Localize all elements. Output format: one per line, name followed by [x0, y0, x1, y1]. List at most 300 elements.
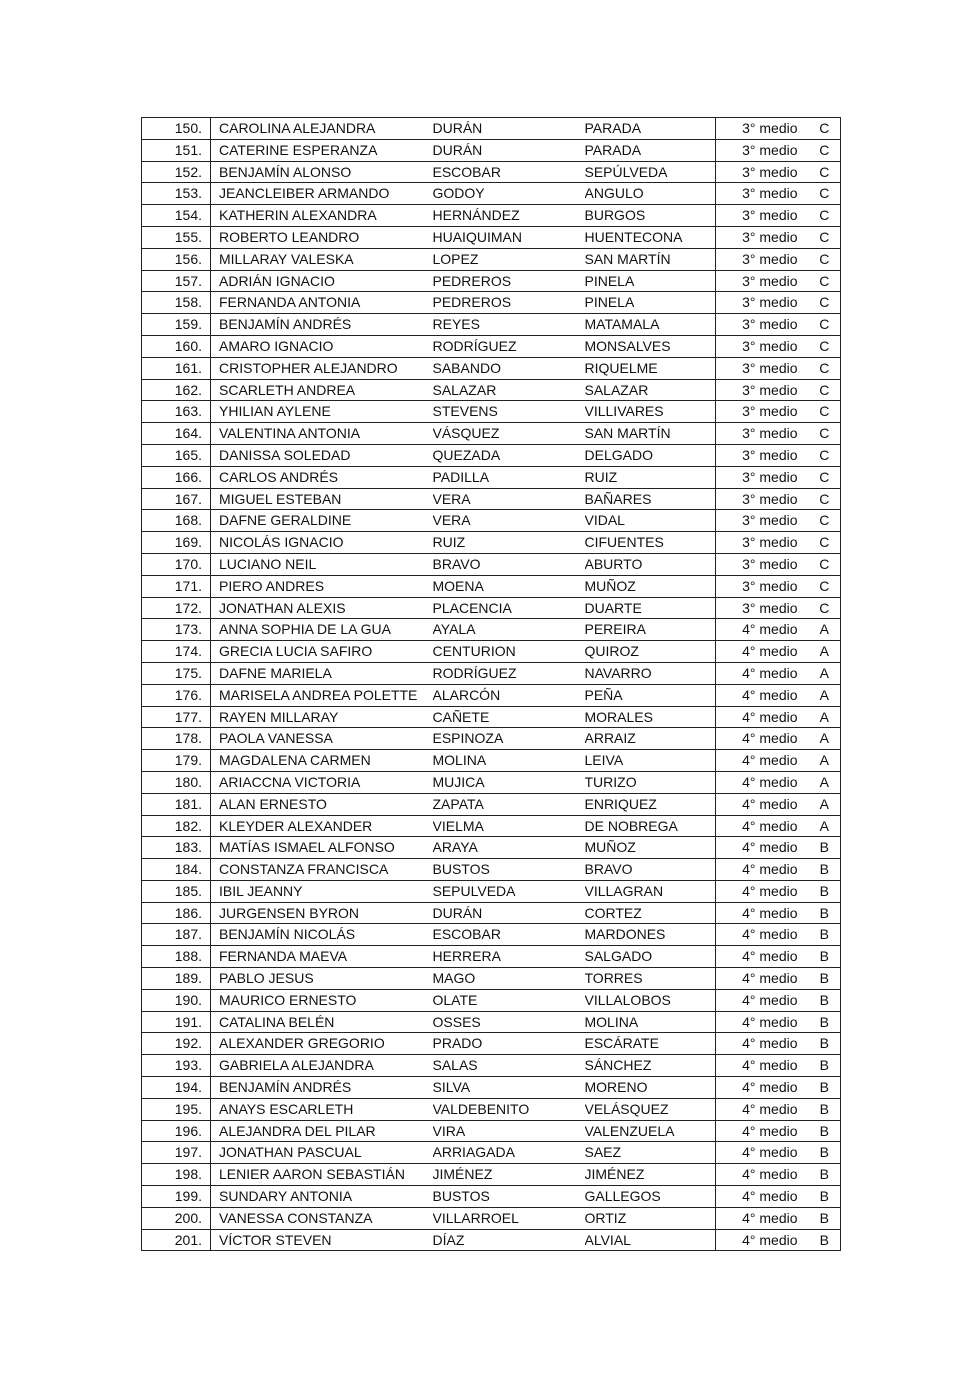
first-names: JURGENSEN BYRON — [211, 902, 433, 924]
row-number: 180. — [142, 771, 211, 793]
maternal-surname: MARDONES — [585, 924, 716, 946]
first-names: CATALINA BELÉN — [211, 1011, 433, 1033]
first-names: BENJAMÍN NICOLÁS — [211, 924, 433, 946]
first-names: PIERO ANDRES — [211, 575, 433, 597]
first-names: CAROLINA ALEJANDRA — [211, 118, 433, 140]
paternal-surname: ESCOBAR — [433, 161, 585, 183]
maternal-surname: TURIZO — [585, 771, 716, 793]
table-row — [142, 597, 841, 619]
table-row — [142, 335, 841, 357]
section-letter: C — [809, 292, 841, 314]
first-names: ALAN ERNESTO — [211, 793, 433, 815]
maternal-surname: ORTIZ — [585, 1207, 716, 1229]
section-letter: C — [809, 553, 841, 575]
first-names: LUCIANO NEIL — [211, 553, 433, 575]
table-row — [142, 641, 841, 663]
table-row — [142, 837, 841, 859]
grade-level: 4° medio — [716, 902, 809, 924]
grade-level: 4° medio — [716, 1186, 809, 1208]
table-row — [142, 946, 841, 968]
grade-level: 4° medio — [716, 1077, 809, 1099]
section-letter: A — [809, 641, 841, 663]
table-row — [142, 989, 841, 1011]
paternal-surname: BRAVO — [433, 553, 585, 575]
table-row — [142, 466, 841, 488]
maternal-surname: PINELA — [585, 292, 716, 314]
maternal-surname: MORENO — [585, 1077, 716, 1099]
section-letter: A — [809, 684, 841, 706]
maternal-surname: RIQUELME — [585, 357, 716, 379]
first-names: CATERINE ESPERANZA — [211, 139, 433, 161]
table-row — [142, 510, 841, 532]
grade-level: 4° medio — [716, 815, 809, 837]
maternal-surname: DUARTE — [585, 597, 716, 619]
first-names: MAGDALENA CARMEN — [211, 750, 433, 772]
grade-level: 3° medio — [716, 466, 809, 488]
maternal-surname: PARADA — [585, 118, 716, 140]
first-names: MILLARAY VALESKA — [211, 248, 433, 270]
table-row — [142, 270, 841, 292]
paternal-surname: PRADO — [433, 1033, 585, 1055]
grade-level: 3° medio — [716, 357, 809, 379]
table-row — [142, 1055, 841, 1077]
row-number: 197. — [142, 1142, 211, 1164]
grade-level: 4° medio — [716, 1142, 809, 1164]
grade-level: 3° medio — [716, 335, 809, 357]
paternal-surname: VERA — [433, 488, 585, 510]
row-number: 163. — [142, 401, 211, 423]
table-row — [142, 1142, 841, 1164]
row-number: 158. — [142, 292, 211, 314]
first-names: ANAYS ESCARLETH — [211, 1098, 433, 1120]
section-letter: C — [809, 139, 841, 161]
table-row — [142, 1120, 841, 1142]
section-letter: B — [809, 837, 841, 859]
grade-level: 4° medio — [716, 750, 809, 772]
row-number: 157. — [142, 270, 211, 292]
maternal-surname: NAVARRO — [585, 662, 716, 684]
row-number: 196. — [142, 1120, 211, 1142]
grade-level: 3° medio — [716, 205, 809, 227]
grade-level: 4° medio — [716, 793, 809, 815]
paternal-surname: MOENA — [433, 575, 585, 597]
table-row — [142, 793, 841, 815]
section-letter: B — [809, 1142, 841, 1164]
first-names: FERNANDA MAEVA — [211, 946, 433, 968]
row-number: 155. — [142, 226, 211, 248]
first-names: JONATHAN ALEXIS — [211, 597, 433, 619]
maternal-surname: MATAMALA — [585, 314, 716, 336]
section-letter: C — [809, 183, 841, 205]
table-row — [142, 815, 841, 837]
grade-level: 4° medio — [716, 968, 809, 990]
first-names: VALENTINA ANTONIA — [211, 423, 433, 445]
maternal-surname: HUENTECONA — [585, 226, 716, 248]
section-letter: B — [809, 1164, 841, 1186]
row-number: 173. — [142, 619, 211, 641]
table-row — [142, 532, 841, 554]
first-names: NICOLÁS IGNACIO — [211, 532, 433, 554]
paternal-surname: ALARCÓN — [433, 684, 585, 706]
maternal-surname: DELGADO — [585, 444, 716, 466]
row-number: 195. — [142, 1098, 211, 1120]
grade-level: 3° medio — [716, 161, 809, 183]
grade-level: 4° medio — [716, 946, 809, 968]
section-letter: C — [809, 226, 841, 248]
section-letter: C — [809, 401, 841, 423]
maternal-surname: PARADA — [585, 139, 716, 161]
section-letter: B — [809, 1186, 841, 1208]
grade-level: 3° medio — [716, 510, 809, 532]
student-roster-body — [142, 118, 841, 1251]
section-letter: A — [809, 728, 841, 750]
paternal-surname: PEDREROS — [433, 270, 585, 292]
first-names: MIGUEL ESTEBAN — [211, 488, 433, 510]
section-letter: A — [809, 793, 841, 815]
grade-level: 4° medio — [716, 1098, 809, 1120]
row-number: 166. — [142, 466, 211, 488]
section-letter: B — [809, 1011, 841, 1033]
section-letter: A — [809, 706, 841, 728]
paternal-surname: HERRERA — [433, 946, 585, 968]
maternal-surname: PEÑA — [585, 684, 716, 706]
section-letter: C — [809, 423, 841, 445]
row-number: 182. — [142, 815, 211, 837]
row-number: 198. — [142, 1164, 211, 1186]
table-row — [142, 1077, 841, 1099]
first-names: VANESSA CONSTANZA — [211, 1207, 433, 1229]
first-names: CRISTOPHER ALEJANDRO — [211, 357, 433, 379]
row-number: 164. — [142, 423, 211, 445]
first-names: PAOLA VANESSA — [211, 728, 433, 750]
table-row — [142, 880, 841, 902]
maternal-surname: VELÁSQUEZ — [585, 1098, 716, 1120]
table-row — [142, 750, 841, 772]
paternal-surname: RUIZ — [433, 532, 585, 554]
maternal-surname: ANGULO — [585, 183, 716, 205]
first-names: RAYEN MILLARAY — [211, 706, 433, 728]
table-row — [142, 728, 841, 750]
grade-level: 4° medio — [716, 1033, 809, 1055]
maternal-surname: SAN MARTÍN — [585, 423, 716, 445]
row-number: 179. — [142, 750, 211, 772]
row-number: 201. — [142, 1229, 211, 1251]
row-number: 190. — [142, 989, 211, 1011]
paternal-surname: SALAS — [433, 1055, 585, 1077]
grade-level: 3° medio — [716, 118, 809, 140]
grade-level: 4° medio — [716, 1055, 809, 1077]
paternal-surname: SALAZAR — [433, 379, 585, 401]
row-number: 185. — [142, 880, 211, 902]
paternal-surname: ZAPATA — [433, 793, 585, 815]
table-row — [142, 1229, 841, 1251]
row-number: 174. — [142, 641, 211, 663]
row-number: 192. — [142, 1033, 211, 1055]
row-number: 151. — [142, 139, 211, 161]
first-names: DAFNE MARIELA — [211, 662, 433, 684]
section-letter: C — [809, 597, 841, 619]
row-number: 181. — [142, 793, 211, 815]
first-names: ALEJANDRA DEL PILAR — [211, 1120, 433, 1142]
paternal-surname: RODRÍGUEZ — [433, 662, 585, 684]
row-number: 186. — [142, 902, 211, 924]
section-letter: B — [809, 1098, 841, 1120]
section-letter: B — [809, 859, 841, 881]
maternal-surname: GALLEGOS — [585, 1186, 716, 1208]
paternal-surname: HUAIQUIMAN — [433, 226, 585, 248]
maternal-surname: SÁNCHEZ — [585, 1055, 716, 1077]
grade-level: 3° medio — [716, 575, 809, 597]
table-row — [142, 205, 841, 227]
paternal-surname: ESCOBAR — [433, 924, 585, 946]
grade-level: 4° medio — [716, 1120, 809, 1142]
paternal-surname: RODRÍGUEZ — [433, 335, 585, 357]
table-row — [142, 226, 841, 248]
grade-level: 4° medio — [716, 706, 809, 728]
paternal-surname: SILVA — [433, 1077, 585, 1099]
maternal-surname: PINELA — [585, 270, 716, 292]
first-names: JEANCLEIBER ARMANDO — [211, 183, 433, 205]
table-row — [142, 1164, 841, 1186]
table-row — [142, 575, 841, 597]
grade-level: 4° medio — [716, 859, 809, 881]
paternal-surname: PADILLA — [433, 466, 585, 488]
maternal-surname: SAN MARTÍN — [585, 248, 716, 270]
paternal-surname: REYES — [433, 314, 585, 336]
paternal-surname: STEVENS — [433, 401, 585, 423]
grade-level: 3° medio — [716, 183, 809, 205]
section-letter: C — [809, 161, 841, 183]
grade-level: 4° medio — [716, 641, 809, 663]
grade-level: 4° medio — [716, 619, 809, 641]
maternal-surname: BURGOS — [585, 205, 716, 227]
row-number: 200. — [142, 1207, 211, 1229]
paternal-surname: VIRA — [433, 1120, 585, 1142]
paternal-surname: VIELMA — [433, 815, 585, 837]
first-names: IBIL JEANNY — [211, 880, 433, 902]
row-number: 161. — [142, 357, 211, 379]
grade-level: 4° medio — [716, 662, 809, 684]
section-letter: C — [809, 379, 841, 401]
maternal-surname: MOLINA — [585, 1011, 716, 1033]
paternal-surname: SEPULVEDA — [433, 880, 585, 902]
first-names: GABRIELA ALEJANDRA — [211, 1055, 433, 1077]
table-row — [142, 444, 841, 466]
maternal-surname: TORRES — [585, 968, 716, 990]
row-number: 189. — [142, 968, 211, 990]
maternal-surname: PEREIRA — [585, 619, 716, 641]
paternal-surname: VILLARROEL — [433, 1207, 585, 1229]
first-names: ANNA SOPHIA DE LA GUA — [211, 619, 433, 641]
table-row — [142, 161, 841, 183]
section-letter: A — [809, 619, 841, 641]
table-row — [142, 1186, 841, 1208]
paternal-surname: ARRIAGADA — [433, 1142, 585, 1164]
section-letter: A — [809, 815, 841, 837]
row-number: 167. — [142, 488, 211, 510]
first-names: FERNANDA ANTONIA — [211, 292, 433, 314]
grade-level: 4° medio — [716, 771, 809, 793]
section-letter: C — [809, 248, 841, 270]
maternal-surname: ENRIQUEZ — [585, 793, 716, 815]
table-row — [142, 1207, 841, 1229]
row-number: 169. — [142, 532, 211, 554]
table-row — [142, 183, 841, 205]
maternal-surname: SAEZ — [585, 1142, 716, 1164]
table-row — [142, 1011, 841, 1033]
row-number: 172. — [142, 597, 211, 619]
maternal-surname: JIMÉNEZ — [585, 1164, 716, 1186]
paternal-surname: SABANDO — [433, 357, 585, 379]
grade-level: 3° medio — [716, 139, 809, 161]
section-letter: C — [809, 488, 841, 510]
paternal-surname: PLACENCIA — [433, 597, 585, 619]
grade-level: 4° medio — [716, 1164, 809, 1186]
table-row — [142, 706, 841, 728]
grade-level: 4° medio — [716, 924, 809, 946]
maternal-surname: SALAZAR — [585, 379, 716, 401]
row-number: 153. — [142, 183, 211, 205]
maternal-surname: BRAVO — [585, 859, 716, 881]
paternal-surname: MAGO — [433, 968, 585, 990]
section-letter: B — [809, 968, 841, 990]
first-names: BENJAMÍN ANDRÉS — [211, 1077, 433, 1099]
grade-level: 3° medio — [716, 292, 809, 314]
section-letter: B — [809, 1077, 841, 1099]
paternal-surname: DURÁN — [433, 139, 585, 161]
section-letter: C — [809, 335, 841, 357]
row-number: 199. — [142, 1186, 211, 1208]
first-names: CONSTANZA FRANCISCA — [211, 859, 433, 881]
section-letter: B — [809, 1120, 841, 1142]
row-number: 193. — [142, 1055, 211, 1077]
grade-level: 3° medio — [716, 532, 809, 554]
maternal-surname: MUÑOZ — [585, 837, 716, 859]
section-letter: C — [809, 532, 841, 554]
first-names: KATHERIN ALEXANDRA — [211, 205, 433, 227]
row-number: 187. — [142, 924, 211, 946]
paternal-surname: LOPEZ — [433, 248, 585, 270]
paternal-surname: VERA — [433, 510, 585, 532]
table-row — [142, 619, 841, 641]
table-row — [142, 902, 841, 924]
maternal-surname: MUÑOZ — [585, 575, 716, 597]
row-number: 194. — [142, 1077, 211, 1099]
maternal-surname: CIFUENTES — [585, 532, 716, 554]
row-number: 159. — [142, 314, 211, 336]
row-number: 175. — [142, 662, 211, 684]
grade-level: 3° medio — [716, 270, 809, 292]
paternal-surname: PEDREROS — [433, 292, 585, 314]
paternal-surname: BUSTOS — [433, 859, 585, 881]
paternal-surname: AYALA — [433, 619, 585, 641]
maternal-surname: LEIVA — [585, 750, 716, 772]
table-row — [142, 662, 841, 684]
first-names: SUNDARY ANTONIA — [211, 1186, 433, 1208]
table-row — [142, 292, 841, 314]
row-number: 152. — [142, 161, 211, 183]
section-letter: B — [809, 880, 841, 902]
first-names: LENIER AARON SEBASTIÁN — [211, 1164, 433, 1186]
paternal-surname: HERNÁNDEZ — [433, 205, 585, 227]
row-number: 168. — [142, 510, 211, 532]
table-row — [142, 379, 841, 401]
first-names: PABLO JESUS — [211, 968, 433, 990]
row-number: 183. — [142, 837, 211, 859]
table-row — [142, 859, 841, 881]
section-letter: B — [809, 1207, 841, 1229]
first-names: DANISSA SOLEDAD — [211, 444, 433, 466]
grade-level: 4° medio — [716, 728, 809, 750]
first-names: AMARO IGNACIO — [211, 335, 433, 357]
table-row — [142, 924, 841, 946]
section-letter: B — [809, 1229, 841, 1251]
table-row — [142, 401, 841, 423]
row-number: 178. — [142, 728, 211, 750]
section-letter: B — [809, 1055, 841, 1077]
paternal-surname: VALDEBENITO — [433, 1098, 585, 1120]
table-row — [142, 118, 841, 140]
section-letter: A — [809, 750, 841, 772]
maternal-surname: VILLALOBOS — [585, 989, 716, 1011]
paternal-surname: DURÁN — [433, 118, 585, 140]
paternal-surname: DÍAZ — [433, 1229, 585, 1251]
maternal-surname: ABURTO — [585, 553, 716, 575]
first-names: SCARLETH ANDREA — [211, 379, 433, 401]
table-row — [142, 248, 841, 270]
grade-level: 3° medio — [716, 401, 809, 423]
row-number: 184. — [142, 859, 211, 881]
maternal-surname: MORALES — [585, 706, 716, 728]
row-number: 177. — [142, 706, 211, 728]
section-letter: C — [809, 357, 841, 379]
table-row — [142, 1098, 841, 1120]
grade-level: 4° medio — [716, 880, 809, 902]
section-letter: B — [809, 902, 841, 924]
section-letter: C — [809, 270, 841, 292]
grade-level: 3° medio — [716, 248, 809, 270]
table-row — [142, 968, 841, 990]
section-letter: C — [809, 466, 841, 488]
section-letter: C — [809, 575, 841, 597]
section-letter: A — [809, 662, 841, 684]
paternal-surname: ARAYA — [433, 837, 585, 859]
paternal-surname: GODOY — [433, 183, 585, 205]
first-names: GRECIA LUCIA SAFIRO — [211, 641, 433, 663]
table-row — [142, 553, 841, 575]
maternal-surname: VIDAL — [585, 510, 716, 532]
grade-level: 3° medio — [716, 379, 809, 401]
table-row — [142, 684, 841, 706]
paternal-surname: ESPINOZA — [433, 728, 585, 750]
grade-level: 3° medio — [716, 423, 809, 445]
grade-level: 4° medio — [716, 837, 809, 859]
section-letter: B — [809, 946, 841, 968]
row-number: 188. — [142, 946, 211, 968]
table-row — [142, 1033, 841, 1055]
paternal-surname: CENTURION — [433, 641, 585, 663]
row-number: 162. — [142, 379, 211, 401]
table-row — [142, 488, 841, 510]
section-letter: C — [809, 510, 841, 532]
first-names: MATÍAS ISMAEL ALFONSO — [211, 837, 433, 859]
paternal-surname: MUJICA — [433, 771, 585, 793]
grade-level: 4° medio — [716, 989, 809, 1011]
grade-level: 3° medio — [716, 444, 809, 466]
grade-level: 3° medio — [716, 488, 809, 510]
maternal-surname: VILLIVARES — [585, 401, 716, 423]
maternal-surname: VALENZUELA — [585, 1120, 716, 1142]
